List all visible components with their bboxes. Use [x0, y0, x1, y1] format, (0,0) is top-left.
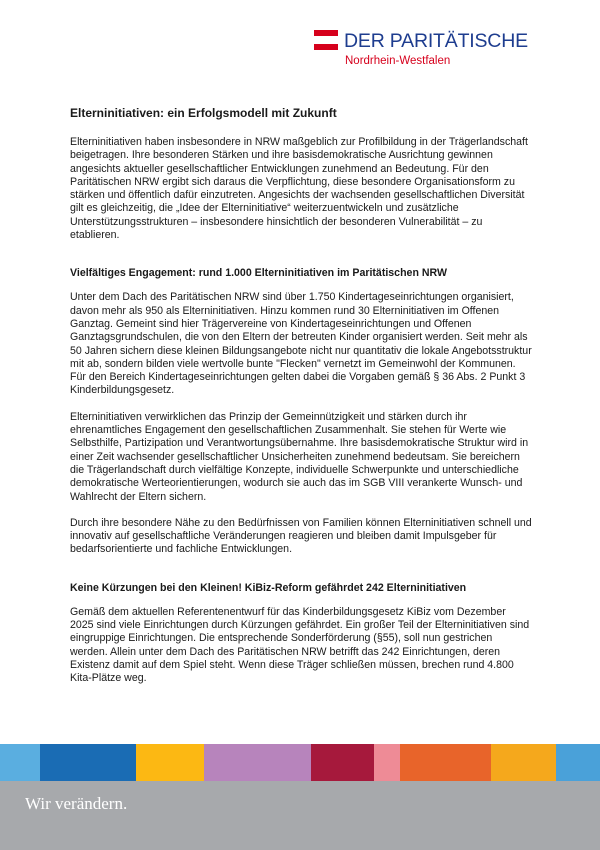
color-stripe [40, 744, 136, 781]
color-stripe [136, 744, 204, 781]
color-stripe [400, 744, 491, 781]
section-heading: Keine Kürzungen bei den Kleinen! KiBiz-Reform gefährdet 242 Elterninitiativen [70, 581, 467, 594]
paragraph: Gemäß dem aktuellen Referentenentwurf für das Kinderbildungsgesetz KiBiz vom Dezember 2025 sind viele Einrichtungen durch Kürzungen gefährdet. Ein großer Teil der Elterninitiativen sind eingruppige Einrichtungen. Die entsprechende Sonderförderung (§55), soll nun gestrichen werden. Allein unter dem Dach des Paritätischen NRW betrifft das 242 Einrichtungen, deren Existenz damit auf dem Spiel steht. Wenn diese Träger schließen müssen, brechen rund 4.800 Kita-Plätze weg. [70, 605, 530, 685]
color-stripe [204, 744, 311, 781]
color-stripe [374, 744, 400, 781]
logo-name: DER PARITÄTISCHE [344, 30, 528, 52]
footer [0, 781, 600, 850]
paragraph: Durch ihre besondere Nähe zu den Bedürfnissen von Familien können Elterninitiativen schnell und innovativ auf gesellschaftliche Veränderungen reagieren und bleiben damit Impulsgeber für bedarfsorientierte und fachliche Entwicklungen. [70, 516, 532, 556]
section-heading: Vielfältiges Engagement: rund 1.000 Elterninitiativen im Paritätischen NRW [70, 267, 447, 280]
document-body [70, 106, 532, 699]
paragraph: Unter dem Dach des Paritätischen NRW sind über 1.750 Kindertageseinrichtungen organisiert, davon mehr als 950 als Elterninitiativen. Hinzu kommen rund 30 Elterninitiativen im Offenen Ganztag. Gemeint sind hier Trägervereine von Kindertageseinrichtungen und Offenen Ganztagsgrundschulen, die von den Eltern der betreuten Kinder organisiert werden. Seit mehr als 50 Jahren sichern diese kleinen Bildungsangebote nicht nur quantitativ die lokale Angebotsstruktur mit ab, sondern bilden viele wertvolle bunte "Flecken" vernetzt im Gemeinwohl der Kommunen. Für den Bereich Kindertageseinrichtungen gelten dabei die Vorgaben gemäß § 36 Abs. 2 Punkt 3 Kinderbildungsgesetz. [70, 291, 532, 397]
logo-mark-icon [314, 30, 338, 52]
paragraph: Elterninitiativen verwirklichen das Prinzip der Gemeinnützigkeit und stärken durch ihr ehrenamtliches Engagement den gesellschaftlichen Zusammenhalt. Sie stehen für Werte wie Selbsthilfe, Partizipation und Verantwortungsübernahme. Ihre basisdemokratische Struktur wird in einer Zeit wachsender gesellschaftlicher Unsicherheiten zunehmend bedeutsam. Sie bereichern die Trägerlandschaft durch vielfältige Konzepte, individuelle Schwerpunkte und unterschiedliche demokratische Werteorientierungen, wodurch sie auch das im SGB VIII verankerte Wunsch- und Wahlrecht der Eltern sichern. [70, 410, 529, 503]
footer-slogan: Wir verändern. [25, 794, 128, 813]
color-stripe [491, 744, 556, 781]
color-stripe [556, 744, 600, 781]
page-title: Elterninitiativen: ein Erfolgsmodell mit Zukunft [70, 106, 337, 120]
color-stripe [0, 744, 40, 781]
intro-paragraph: Elterninitiativen haben insbesondere in NRW maßgeblich zur Profilbildung in der Trägerlandschaft beigetragen. Ihre besonderen Stärken und ihre basisdemokratische Ausrichtung gewinnen angesichts aktueller gesellschaftlicher Entwicklungen zunehmend an Bedeutung. Für den Paritätischen NRW ergibt sich daraus die Verpflichtung, diese besondere Organisationsform zu stärken und öffentlich dafür einzutreten. Angesichts der wachsenden gesellschaftlichen Diversität gilt es gleichzeitig, die „Idee der Elterninitiative“ weiterzuentwickeln und zusätzliche Unterstützungsstrukturen – insbesondere hinsichtlich der besonderen Vulnerabilität – zu etablieren. [70, 136, 528, 242]
logo [314, 22, 554, 72]
logo-subtitle: Nordrhein-Westfalen [345, 55, 451, 67]
color-stripe [311, 744, 374, 781]
color-stripes [0, 744, 600, 781]
